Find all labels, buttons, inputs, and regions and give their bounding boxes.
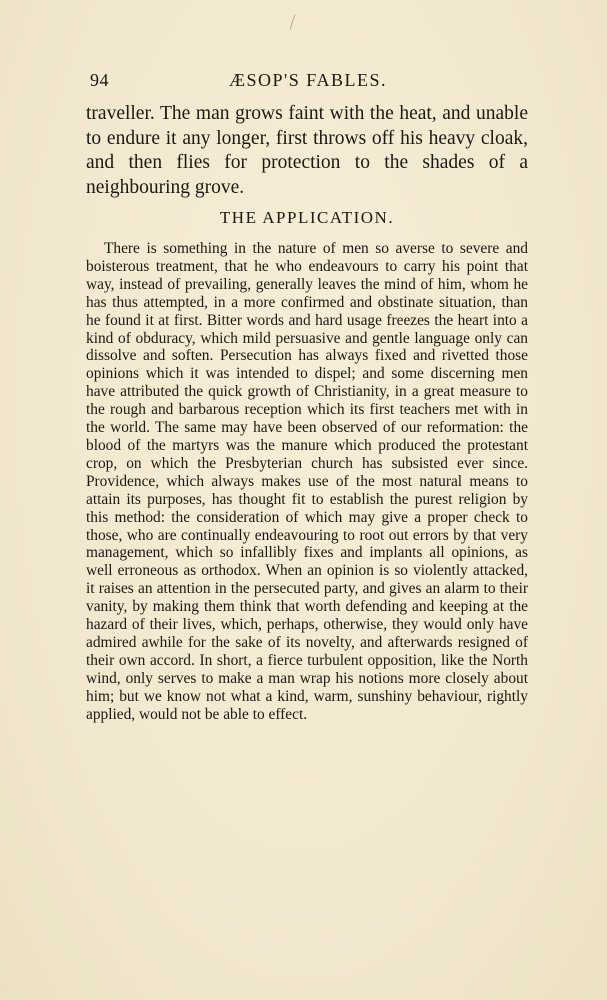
application-paragraph: There is something in the nature of men so averse to severe and boisterous treatment, that he who endeavours to carry his point that way, instead of prevailing, generally leaves the mind of him, whom he has thus attempted, in a more confirmed and obstinate situation, than he found it at first. Bitter words and hard usage freezes the heart into a kind of obduracy, which mild persuasive and gentle language only can dissolve and soften. Persecution has always fixed and rivetted those opinions which it was intended to dispel; and some discerning men have attributed the quick growth of Christianity, in a great measure to the rough and barbarous reception which its first teachers met with in the world. The same may have been observed of our reformation: the blood of the martyrs was the manure which produced the protestant crop, on which the Presbyterian church has subsisted ever since. Providence, which always makes use of the most natural means to attain its purposes, has thought fit to establish the purest religion by this method: the consideration of which may give a proper check to those, who are continually endeavouring to root out errors by that very management, which so infallibly fixes and implants all opinions, as well erroneous as orthodox. When an opinion is so violently attacked, it raises an attention in the persecuted party, and gives an alarm to their vanity, by making them think that worth defending and keeping at the hazard of their lives, which, perhaps, otherwise, they would only have admired awhile for the sake of its novelty, and afterwards resigned of their own accord. In short, a fierce turbulent opposition, like the North wind, only serves to make a man wrap his notions more closely about him; but we know not what a kind, warm, sunshiny behaviour, rightly applied, would not be able to effect. — [86, 240, 528, 723]
fable-closing-paragraph: traveller. The man grows faint with the heat, and unable to endure it any longer, first throws off his heavy cloak, and then flies for protection to the shades of a neighbouring grove. — [86, 103, 528, 198]
application-heading: THE APPLICATION. — [219, 208, 395, 227]
page-number: 94 — [90, 70, 109, 90]
page-header — [90, 70, 526, 94]
running-title: ÆSOP'S FABLES. — [229, 70, 387, 90]
page-tick-mark — [290, 14, 296, 30]
